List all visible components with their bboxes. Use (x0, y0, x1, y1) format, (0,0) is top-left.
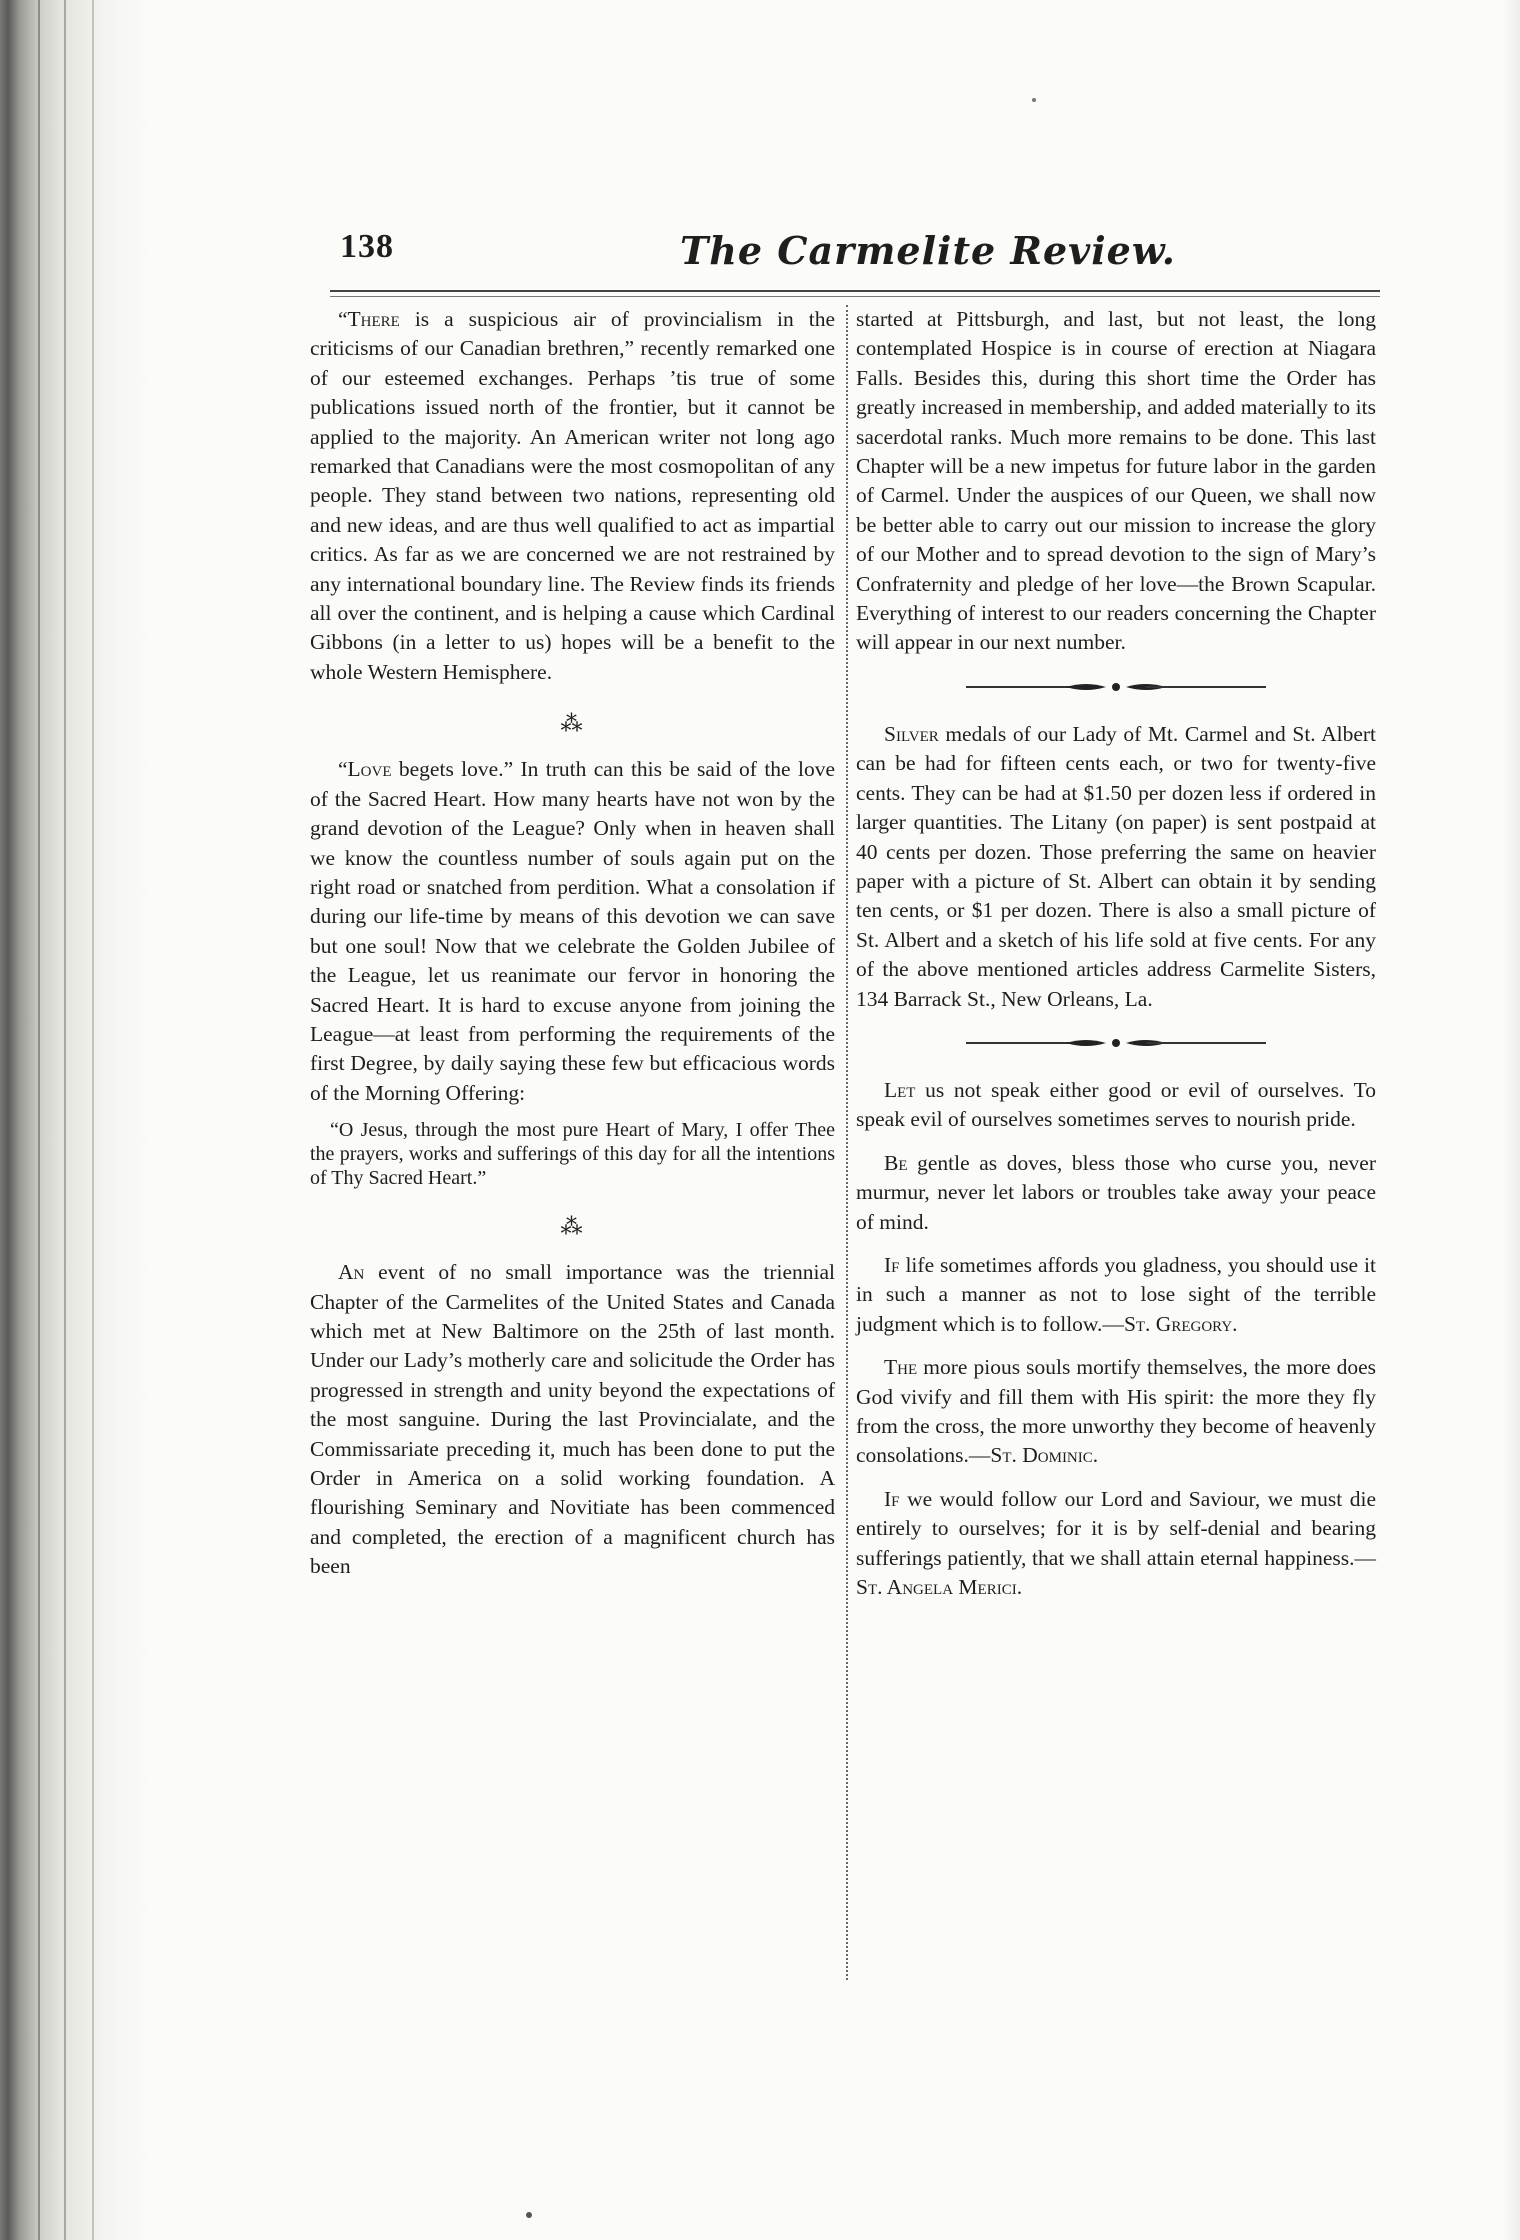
paragraph-st-gregory (856, 1251, 1376, 1339)
paragraph-text: life sometimes affords you gladness, you should use it in such a manner as not to lose sight of the terrible judgment which is to follow.— (856, 1252, 1376, 1336)
paragraph-text: is a suspicious air of provincialism in the criticisms of our Canadian brethren,” recently remarked one of our esteemed exchanges. Perhaps ’tis true of some publications issued north of the frontier, but it cannot be applied to the majority. An American writer not long ago remarked that Canadians were the most cosmopolitan of any people. They stand between two nations, representing old and new ideas, and are thus well qualified to act as impartial critics. As far as we are concerned we are not restrained by any international boundary line. The Review finds its friends all over the continent, and is helping a cause which Cardinal Gibbons (in a letter to us) hopes will be a benefit to the whole Western Hemisphere. (310, 307, 835, 684)
right-column (856, 305, 1376, 1602)
lead-word: An (338, 1260, 365, 1285)
ornamental-rule (966, 1034, 1266, 1052)
page-number: 138 (340, 228, 394, 265)
header-rule (330, 290, 1380, 292)
spine-edge-line (38, 0, 40, 2240)
print-speck (1032, 98, 1036, 102)
paragraph-st-dominic (856, 1353, 1376, 1471)
paragraph-gap (856, 1237, 1376, 1251)
paragraph-chapter-event (310, 1258, 835, 1581)
lead-word: Silver (884, 721, 939, 746)
paragraph-sacred-heart (310, 755, 835, 1108)
book-spine-shadow (0, 0, 150, 2240)
spine-edge-line (92, 0, 94, 2240)
paragraph-text: more pious souls mortify themselves, the more does God vivify and fill them with His spirit: the more they fly from the cross, the more unworthy they become of heavenly consolations.— (856, 1355, 1376, 1468)
lead-word: If (884, 1252, 900, 1277)
paragraph-gap (856, 1339, 1376, 1353)
lead-word: “There (338, 307, 400, 331)
paragraph-text: we would follow our Lord and Saviour, we must die entirely to ourselves; for it is by self-denial and bearing sufferings patiently, that we shall attain eternal happiness.— (856, 1486, 1376, 1570)
paragraph-text: us not speak either good or evil of ourselves. To speak evil of ourselves sometimes serves to nourish pride. (856, 1077, 1376, 1132)
paragraph-gap (856, 1135, 1376, 1149)
paragraph-text: begets love.” In truth can this be said of the love of the Sacred Heart. How many hearts have not won by the grand devotion of the League? Only when in heaven shall we know the countless number of souls again put on the right road or snatched from perdition. What a consolation if during our life-time by means of this devotion we can save but one soul! Now that we celebrate the Golden Jubilee of the League, let us reanimate our fervor in honoring the Sacred Heart. It is hard to excuse anyone from joining the League—at least from performing the requirements of the first Degree, by daily saying these few but efficacious words of the Morning Offering: (310, 757, 835, 1105)
ornamental-rule (966, 678, 1266, 696)
page-header (340, 228, 1380, 278)
paragraph-provincialism (310, 305, 835, 687)
lead-word: If (884, 1486, 900, 1511)
lead-word: Let (884, 1077, 916, 1102)
lead-word: “Love (338, 757, 392, 782)
paragraph-text: medals of our Lady of Mt. Carmel and St. Albert can be had for fifteen cents each, or two for twenty-five cents. They can be had at $1.50 per dozen less if ordered in larger quantities. The Litany (on paper) is sent postpaid at 40 cents per dozen. Those preferring the same on heavier paper with a picture of St. Albert can obtain it by sending ten cents, or $1 per dozen. There is also a small picture of St. Albert and a sketch of his life sold at five cents. For any of the above mentioned articles address Carmelite Sisters, 134 Barrack St., New Orleans, La. (856, 721, 1376, 1011)
paragraph-speak-of-ourselves (856, 1076, 1376, 1135)
attribution: St. Gregory. (1123, 1311, 1238, 1336)
asterism-divider: ⁂ (560, 711, 585, 737)
print-speck (526, 2212, 532, 2218)
morning-offering-quote: “O Jesus, through the most pure Heart of Mary, I offer Thee the prayers, works and sufferings of this day for all the intentions of Thy Sacred Heart.” (310, 1119, 835, 1190)
column-divider (846, 305, 848, 1980)
paragraph-silver-medals (856, 720, 1376, 1014)
header-rule-thin (330, 296, 1380, 297)
asterism-divider: ⁂ (560, 1214, 585, 1240)
paragraph-chapter-continued: started at Pittsburgh, and last, but not least, the long contemplated Hospice is in course of erection at Niagara Falls. Besides this, during this short time the Order has greatly increased in membership, and added materially to its sacerdotal ranks. Much more remains to be done. This last Chapter will be a new impetus for future labor in the garden of Carmel. Under the auspices of our Queen, we shall now be better able to carry out our mission to increase the glory of our Mother and to spread devotion to the sign of Mary’s Confraternity and pledge of her love—the Brown Scapular. Everything of interest to our readers concerning the Chapter will appear in our next number. (856, 307, 1376, 655)
paragraph-text: event of no small importance was the triennial Chapter of the Carmelites of the United States and Canada which met at New Baltimore on the 25th of last month. Under our Lady’s motherly care and solicitude the Order has progressed in strength and unity beyond the expectations of the most sanguine. During the last Provincialate, and the Commissariate preceding it, much has been done to put the Order in America on a solid working foundation. A flourishing Seminary and Novitiate has been commenced and completed, the erection of a magnificent church has been (310, 1260, 835, 1579)
page-right-edge (1502, 0, 1520, 2240)
paragraph-st-angela (856, 1485, 1376, 1603)
lead-word: Be (884, 1150, 908, 1175)
left-column (310, 305, 835, 1582)
attribution: St. Dominic. (990, 1443, 1099, 1468)
lead-word: The (884, 1355, 918, 1380)
paragraph-gentle-as-doves (856, 1149, 1376, 1237)
spine-edge-line (64, 0, 66, 2240)
journal-title: The Carmelite Review. (680, 228, 1176, 273)
attribution: St. Angela Merici. (856, 1575, 1023, 1600)
paragraph-text: gentle as doves, bless those who curse you, never murmur, never let labors or troubles take away your peace of mind. (856, 1150, 1376, 1234)
paragraph-gap (856, 1471, 1376, 1485)
